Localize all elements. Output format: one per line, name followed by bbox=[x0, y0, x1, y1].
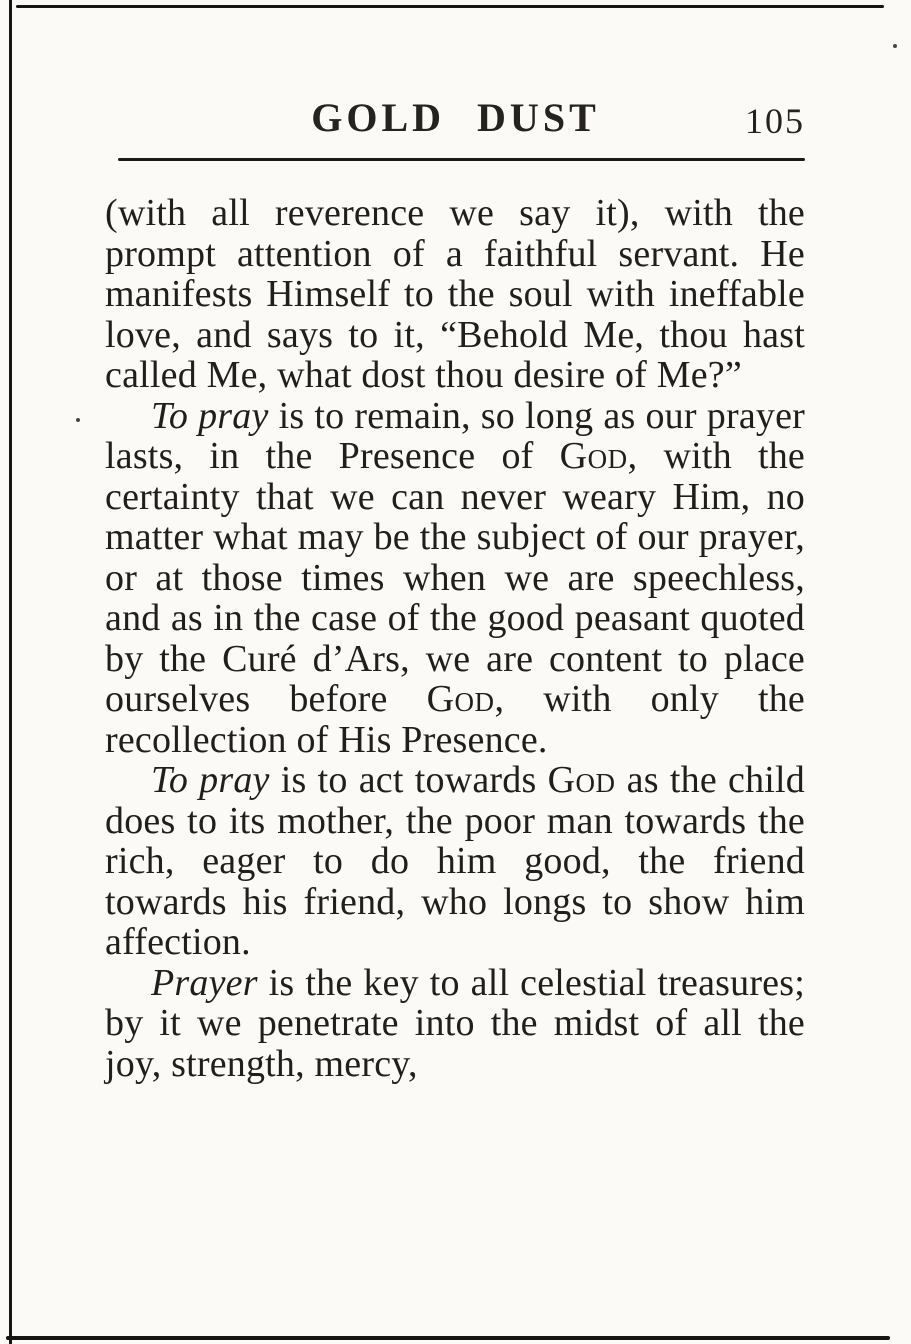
scan-edge-bottom bbox=[6, 1336, 890, 1340]
text-segment: is the key to all celestial treasures; by it we penetrate into the midst of all the joy, strength, mercy, bbox=[105, 961, 805, 1085]
text-segment: (with all reverence we say it), with the prompt attention of a faithful servant. He manifests Himself to the soul with ineffable love, and says to it, “Behold Me, thou hast called Me, what dost thou desire of Me?” bbox=[105, 192, 805, 396]
header-rule bbox=[118, 158, 805, 161]
text-segment: God bbox=[547, 759, 616, 801]
scan-speck bbox=[893, 44, 897, 48]
text-segment: , with only the recollection of His Presence. bbox=[105, 678, 805, 761]
scan-speck bbox=[76, 418, 80, 422]
text-segment: , with the certainty that we can never weary Him, no matter what may be the subject of our prayer, or at those times when we are speechless, and as in the case of the good peasant quoted by the Curé d’Ars, we are content to place ourselves before bbox=[105, 435, 805, 720]
page-body bbox=[105, 193, 805, 1084]
paragraph bbox=[105, 963, 805, 1085]
paragraph bbox=[105, 193, 805, 396]
text-segment: To pray bbox=[151, 394, 269, 437]
page-number: 105 bbox=[745, 101, 805, 141]
page-title: GOLD DUST bbox=[311, 95, 600, 140]
text-segment: is to act towards bbox=[269, 759, 548, 801]
text-segment: God bbox=[559, 435, 628, 477]
text-segment: God bbox=[426, 678, 495, 720]
text-segment: as the child does to its mother, the poor man towards the rich, eager to do him good, the friend towards his friend, who longs to show him affection. bbox=[105, 759, 805, 963]
paragraph bbox=[105, 396, 805, 761]
text-segment: Prayer bbox=[151, 961, 258, 1004]
text-segment: is to remain, so long as our prayer lasts, in the Presence of bbox=[105, 394, 806, 477]
text-segment: To pray bbox=[151, 759, 270, 801]
page-header bbox=[106, 92, 805, 144]
scan-edge-top bbox=[16, 5, 884, 8]
scan-edge-left bbox=[9, 0, 12, 1344]
paragraph bbox=[105, 760, 805, 963]
